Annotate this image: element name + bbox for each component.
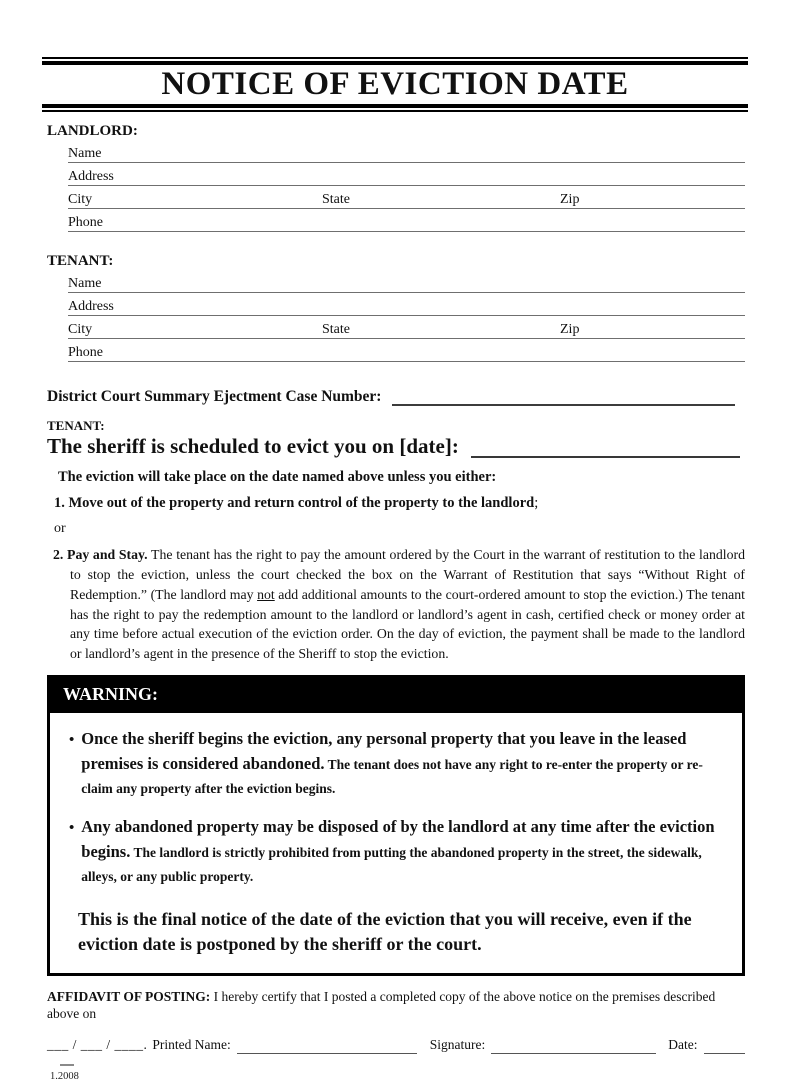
tenant-section: [47, 253, 745, 362]
tenant-state-label: State: [322, 321, 350, 337]
bullet-icon: •: [69, 731, 75, 748]
double-rule-top-thin: [42, 57, 748, 59]
warning-bullet1-main: Once the sheriff begins the eviction, any personal property that you leave in the leased premises is considered abandoned.: [81, 728, 687, 773]
affidavit-heading: AFFIDAVIT OF POSTING:: [47, 988, 211, 1004]
tenant-name-row: [68, 270, 745, 293]
posting-date-slots-input[interactable]: ___ / ___ / ____.: [47, 1036, 148, 1052]
option-move-out-punctuation: ;: [534, 495, 539, 512]
double-rule-bottom-thin: [42, 110, 748, 112]
option-move-out-text: 1. Move out of the property and return control of the property to the landlord: [54, 495, 535, 512]
landlord-state-input-line[interactable]: [350, 194, 560, 208]
form-content: [47, 123, 745, 1082]
landlord-state-label: State: [322, 191, 350, 207]
landlord-phone-input-line[interactable]: [103, 217, 745, 231]
tenant-phone-input-line[interactable]: [103, 347, 745, 361]
footer-dash: [60, 1064, 74, 1066]
final-notice-statement: This is the final notice of the date of the eviction that you will receive, even if the eviction date is postponed by the sheriff or the court.: [78, 908, 692, 954]
warning-bullet-disposal: [66, 815, 724, 889]
affidavit-signature-row: [47, 1036, 745, 1054]
warning-content: [50, 713, 742, 973]
landlord-phone-label: Phone: [68, 214, 103, 230]
signature-label: Signature:: [429, 1036, 486, 1052]
landlord-address-row: [68, 163, 745, 186]
tenant-zip-label: Zip: [560, 321, 580, 337]
tenant-city-input-line[interactable]: [92, 324, 322, 338]
case-number-row: [47, 387, 745, 406]
pay-and-stay-body-2: add additional amounts to the court-ordered amount to stop the eviction.) The tenant has the right to pay the redemption amount to the landlord or landlord’s agent in cash, certified check or money order at any time before actual execution of the eviction order. On the day of eviction, the payment shall be made to the landlord or landlord’s agent in the presence of the Sheriff to stop the eviction.: [70, 586, 746, 661]
warning-bullet2-sub: The landlord is strictly prohibited from putting the abandoned property in the street, the sidewalk, alleys, or any public property.: [81, 844, 702, 884]
tenant-city-state-zip-row: [68, 316, 745, 339]
signature-input-line[interactable]: [491, 1039, 656, 1054]
tenant-name-input-line[interactable]: [101, 278, 745, 292]
warning-bullet2-main: Any abandoned property may be disposed of by the landlord at any time after the eviction begins.: [81, 816, 715, 861]
landlord-zip-label: Zip: [560, 191, 580, 207]
option-move-out: [54, 495, 745, 512]
case-number-label: District Court Summary Ejectment Case Number:: [47, 387, 382, 405]
case-number-input-line[interactable]: [392, 387, 735, 406]
landlord-heading: LANDLORD:: [47, 122, 138, 139]
landlord-zip-input-line[interactable]: [579, 194, 745, 208]
landlord-name-input-line[interactable]: [101, 148, 745, 162]
double-rule-bottom-thick: [42, 104, 748, 108]
landlord-name-row: [68, 140, 745, 163]
landlord-phone-row: [68, 209, 745, 232]
eviction-conditions-intro: The eviction will take place on the date named above unless you either:: [58, 469, 497, 486]
eviction-notice-page: [0, 57, 791, 1081]
bullet-icon: •: [69, 819, 75, 836]
warning-heading: WARNING:: [50, 678, 742, 713]
tenant-heading: TENANT:: [47, 252, 114, 269]
affidavit-section: [47, 988, 745, 1054]
eviction-date-input-line[interactable]: [471, 438, 740, 458]
tenant-phone-label: Phone: [68, 344, 103, 360]
landlord-address-label: Address: [68, 168, 114, 184]
or-separator: or: [54, 521, 66, 537]
sheriff-date-row: [47, 434, 745, 458]
warning-bullet1-sub: The tenant does not have any right to re-enter the property or re-claim any property after the eviction begins.: [81, 756, 703, 796]
tenant-address-row: [68, 293, 745, 316]
pay-and-stay-not-underlined: not: [257, 586, 275, 602]
tenant-address-input-line[interactable]: [114, 301, 745, 315]
date-label: Date:: [668, 1036, 698, 1052]
form-version: 1.2008: [50, 1070, 79, 1082]
page-title: NOTICE OF EVICTION DATE: [161, 66, 629, 102]
double-rule-top-thick: [42, 61, 748, 65]
landlord-city-state-zip-row: [68, 186, 745, 209]
printed-name-label: Printed Name:: [152, 1036, 231, 1052]
pay-and-stay-lead: 2. Pay and Stay.: [53, 547, 148, 563]
title-block: [42, 57, 748, 112]
tenant-address-label: Address: [68, 298, 114, 314]
date-input-line[interactable]: [704, 1039, 746, 1054]
tenant-zip-input-line[interactable]: [579, 324, 745, 338]
landlord-city-input-line[interactable]: [92, 194, 322, 208]
printed-name-input-line[interactable]: [237, 1039, 417, 1054]
warning-box: [47, 675, 745, 976]
landlord-name-label: Name: [68, 145, 102, 161]
tenant-phone-row: [68, 339, 745, 362]
landlord-address-input-line[interactable]: [114, 171, 745, 185]
warning-bullet-abandoned-property: [66, 727, 724, 801]
tenant-name-label: Name: [68, 275, 102, 291]
tenant-city-label: City: [68, 321, 93, 337]
option-pay-and-stay: [53, 545, 745, 663]
pay-and-stay-body-1: The tenant has the right to pay the amount ordered by the Court in the warrant of restitution to the landlord to stop the eviction, unless the court checked the box on the Warrant of Restitution that says “Without Right of Redemption.” (The landlord may: [70, 547, 745, 602]
affidavit-statement: [47, 988, 745, 1023]
landlord-section: [47, 123, 745, 232]
affidavit-body: I hereby certify that I posted a completed copy of the above notice on the premises described above on: [47, 988, 716, 1022]
notice-tenant-heading: TENANT:: [47, 417, 105, 433]
tenant-state-input-line[interactable]: [350, 324, 560, 338]
landlord-city-label: City: [68, 191, 93, 207]
sheriff-date-statement: The sheriff is scheduled to evict you on [date]:: [47, 434, 459, 459]
